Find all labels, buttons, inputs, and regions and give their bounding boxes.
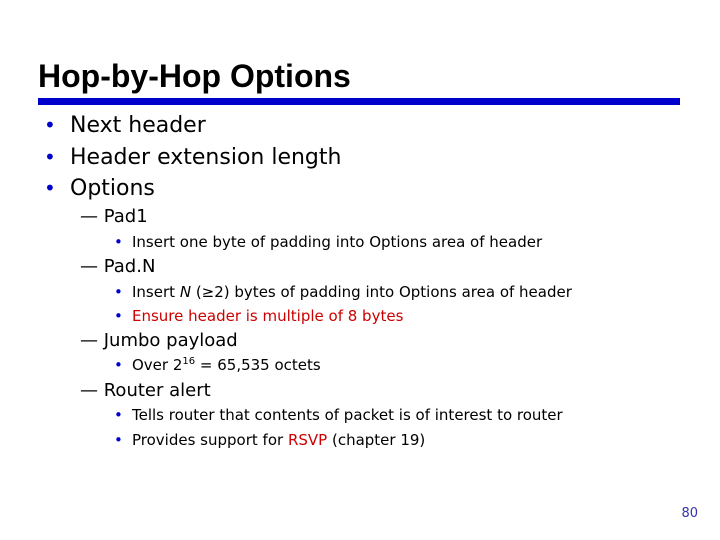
detail-text-pre: Provides support for — [132, 431, 288, 449]
bullet-icon: • — [44, 145, 56, 169]
bullet-icon: • — [114, 307, 123, 325]
dash-icon: — — [80, 206, 98, 227]
jumbo-detail — [114, 355, 321, 375]
option-router-alert — [80, 380, 211, 402]
detail-text: Ensure header is multiple of 8 bytes — [132, 307, 404, 325]
detail-text: Insert one byte of padding into Options area of header — [132, 233, 543, 251]
variable-n: N — [179, 283, 192, 301]
option-padn — [80, 256, 155, 278]
bullet-text: Next header — [70, 113, 206, 138]
detail-text-post: = 65,535 octets — [195, 356, 321, 374]
router-detail-1 — [114, 405, 563, 425]
slide-title: Hop-by-Hop Options — [38, 58, 351, 94]
bullet-text: Header extension length — [70, 145, 342, 170]
detail-text-pre: Insert — [132, 283, 176, 301]
detail-text: Tells router that contents of packet is of interest to router — [132, 406, 563, 424]
bullet-icon: • — [114, 356, 123, 374]
bullet-text: Options — [70, 176, 155, 201]
option-label: Pad.N — [103, 256, 156, 277]
detail-text-post: (≥2) bytes of padding into Options area of header — [195, 283, 572, 301]
option-label: Pad1 — [103, 206, 148, 227]
bullet-next-header — [44, 112, 206, 139]
bullet-icon: • — [114, 406, 123, 424]
detail-text-pre: Over 2 — [132, 356, 183, 374]
option-label: Jumbo payload — [103, 330, 238, 351]
bullet-options — [44, 175, 155, 202]
dash-icon: — — [80, 380, 98, 401]
slide-number: 80 — [681, 506, 698, 521]
option-pad1 — [80, 206, 148, 228]
pad1-detail — [114, 232, 542, 252]
rsvp-highlight: RSVP — [287, 431, 328, 449]
bullet-icon: • — [114, 431, 123, 449]
bullet-icon: • — [114, 283, 123, 301]
padn-detail-1 — [114, 282, 572, 302]
dash-icon: — — [80, 330, 98, 351]
bullet-icon: • — [44, 113, 56, 137]
padn-detail-2 — [114, 306, 403, 326]
detail-text-post: (chapter 19) — [327, 431, 426, 449]
option-label: Router alert — [103, 380, 211, 401]
exponent: 16 — [182, 356, 196, 367]
router-detail-2 — [114, 430, 425, 450]
bullet-icon: • — [114, 233, 123, 251]
option-jumbo-payload — [80, 330, 238, 352]
title-underline — [38, 98, 680, 105]
dash-icon: — — [80, 256, 98, 277]
bullet-header-extension-length — [44, 144, 341, 171]
bullet-icon: • — [44, 176, 56, 200]
